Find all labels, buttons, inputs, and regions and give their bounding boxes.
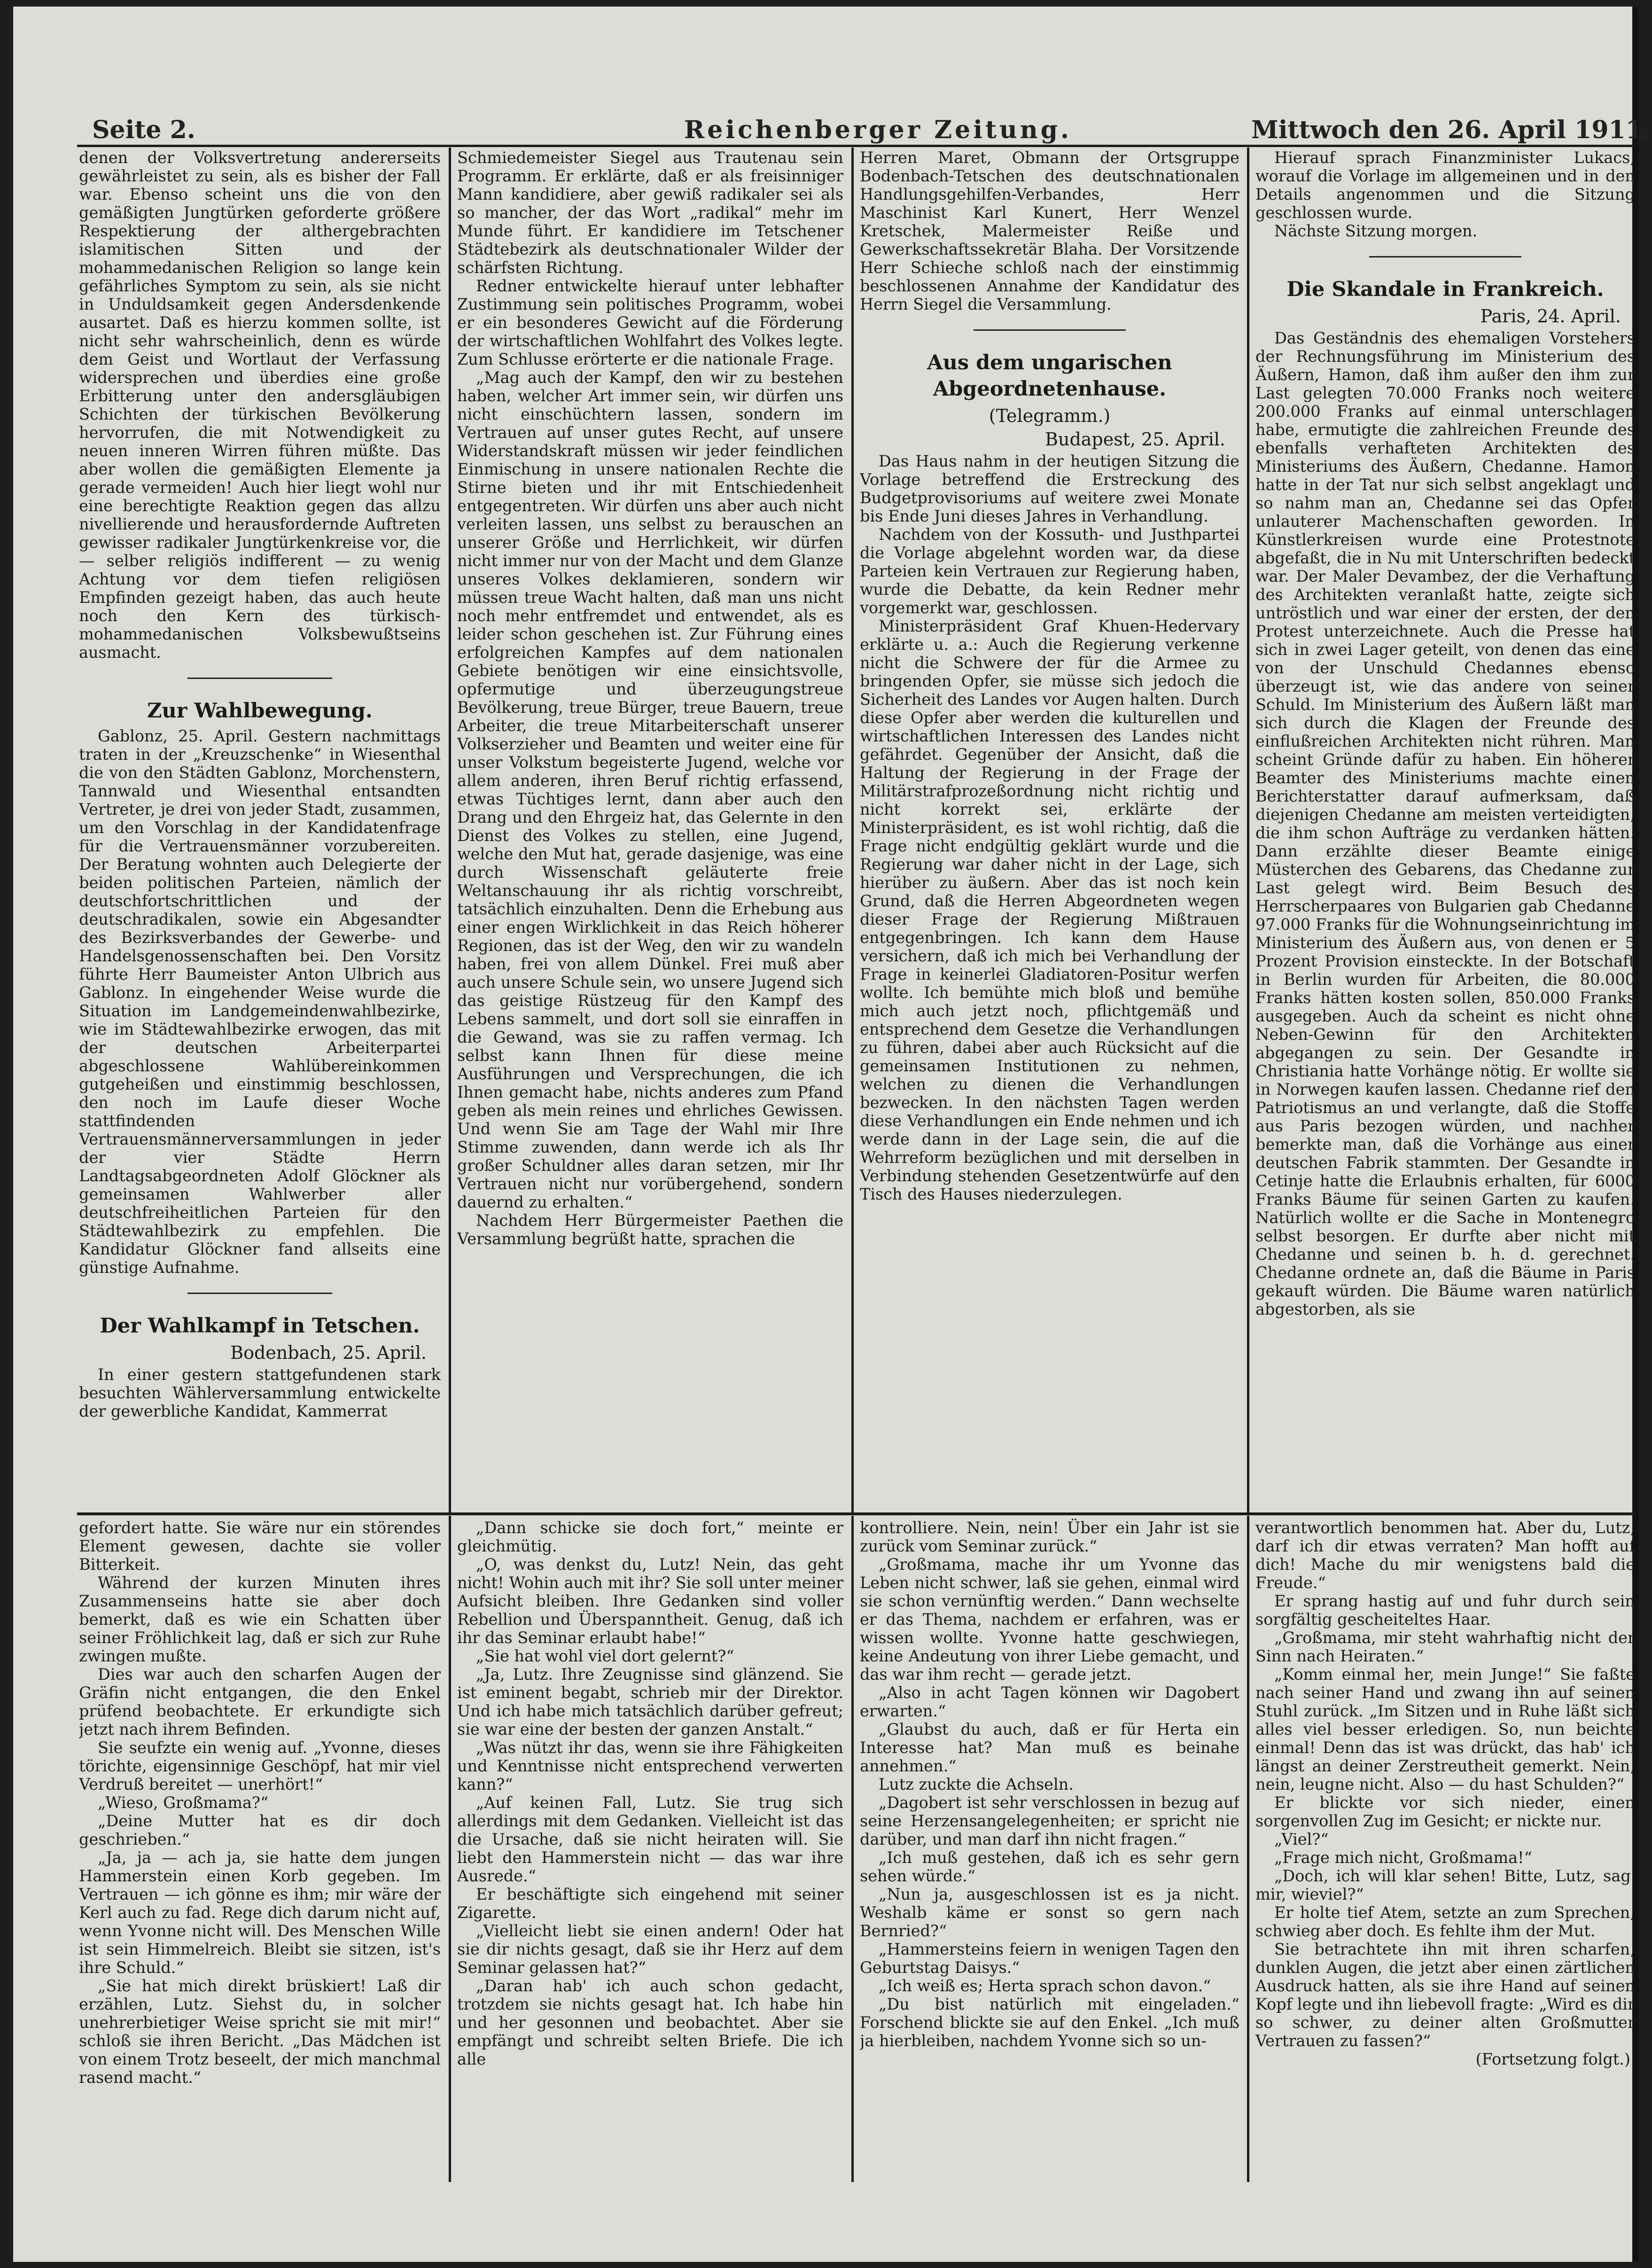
story-text: „Ja, Lutz. Ihre Zeugnisse sind glänzend. Sie ist eminent begabt, schrieb mir der Direktor. Und ich habe mich tatsächlich darüber gefreut; sie war eine der besten der ganzen Anstalt.“ <box>457 1665 843 1738</box>
story-text: „Sie hat mich direkt brüskiert! Laß dir erzählen, Lutz. Siehst du, in solcher unehrerbietiger Weise spricht sie mit mir!“ schloß sie ihren Bericht. „Das Mädchen ist von einem Trotz beseelt, der mich manchmal rasend macht.“ <box>79 1977 441 2087</box>
dateline: Budapest, 25. April. <box>1045 429 1225 450</box>
story-text: „Großmama, mache ihr um Yvonne das Leben nicht schwer, laß sie gehen, einmal wird sie schon vernünftig werden.“ Dann wechselte er das Thema, nachdem er erfahren, was er wissen wollte. Yvonne hatte geschwiegen, keine Andeutung von ihrer Liebe gemacht, und das war ihm recht — gerade jetzt. <box>860 1555 1239 1683</box>
page-number: Seite 2. <box>92 116 195 144</box>
article-text: Gablonz, 25. April. Gestern nachmittags traten in der „Kreuzschenke“ in Wiesenthal die von den Städten Gablonz, Morchenstern, Tannwald und Wiesenthal entsandten Vertreter, je drei von jeder Stadt, zusammen, um den Vorschlag in der Kandidatenfrage für die Vertrauensmänner vorzubereiten. Der Beratung wohnten auch Delegierte der beiden politischen Parteien, nämlich der deutschfortschrittlichen und der deutschradikalen, sowie ein Abgesandter des Bezirksverbandes der Gewerbe- und Handelsgenossenschaften bei. Den Vorsitz führte Herr Baumeister Anton Ulbrich aus Gablonz. In eingehender Weise wurde die Situation im Landgemeindenwahlbezirke, wie im Städtewahlbezirke erwogen, das mit der deutschen Arbeiterpartei abgeschlossene Wahlübereinkommen gutgeheißen und einstimmig beschlossen, den noch im Laufe dieser Woche stattfindenden Vertrauensmännerversammlungen in jeder der vier Städte Herrn Landtagsabgeordneten Adolf Glöckner als gemeinsamen Wahlwerber aller deutschfreiheitlichen Parteien für den Städtewahlbezirk zu empfehlen. Die Kandidatur Glöckner fand allseits eine günstige Aufnahme. <box>79 727 441 1277</box>
separator <box>974 329 1125 331</box>
story-text: „Hammersteins feiern in wenigen Tagen den Geburtstag Daisys.“ <box>860 1940 1239 1977</box>
story-text: „Dann schicke sie doch fort,“ meinte er gleichmütig. <box>457 1519 843 1555</box>
article-subheading: (Telegramm.) <box>989 405 1111 426</box>
column-4 <box>1255 148 1635 1509</box>
header-rule <box>77 145 1635 147</box>
article-text: Das Haus nahm in der heutigen Sitzung die Vorlage betreffend die Erstreckung des Budgetprovisoriums auf weitere zwei Monate bis Ende Juni dieses Jahres in Verhandlung. <box>860 452 1239 525</box>
story-text: „Daran hab' ich auch schon gedacht, trotzdem sie nichts gesagt hat. Ich habe hin und her gesonnen und beobachtet. Aber sie empfängt und schreibt selten Briefe. Die ich alle <box>457 1977 843 2068</box>
story-text: Er sprang hastig auf und fuhr durch sein sorgfältig gescheiteltes Haar. <box>1255 1592 1635 1629</box>
story-text: „Auf keinen Fall, Lutz. Sie trug sich allerdings mit dem Gedanken. Vielleicht ist das die Ursache, daß sie nicht heiraten will. Sie liebt den Hammerstein nicht — das war ihre Ausrede.“ <box>457 1793 843 1885</box>
story-text: „Dagobert ist sehr verschlossen in bezug auf seine Herzensangelegenheiten; er spricht nie darüber, und man darf ihn nicht fragen.“ <box>860 1793 1239 1848</box>
story-text: Sie betrachtete ihn mit ihren scharfen, dunklen Augen, die jetzt aber einen zärtlichen Ausdruck hatten, als sie ihre Hand auf seinen Kopf legte und ihn liebevoll fragte: „Wird es dir so schwer, zu deiner alten Großmutter Vertrauen zu fassen?“ <box>1255 1940 1635 2050</box>
newspaper-page <box>13 7 1651 2262</box>
story-text: Lutz zuckte die Achseln. <box>879 1775 1074 1793</box>
story-text: Dies war auch den scharfen Augen der Gräfin nicht entgangen, die den Enkel prüfend beobachtete. Er erkundigte sich jetzt nach ihrem Befinden. <box>79 1665 441 1738</box>
article-text: Schmiedemeister Siegel aus Trautenau sein Programm. Er erklärte, daß er als freisinniger Mann kandidiere, aber gewiß radikaler sei als so mancher, der das Wort „radikal“ mehr im Munde führt. Er kandidiere im Tetschener Städtebezirk als deutschnationaler Wilder der schärfsten Richtung. <box>457 148 843 277</box>
feuilleton-rule <box>77 1512 1635 1515</box>
newspaper-title: Reichenberger Zeitung. <box>684 116 1072 144</box>
column-1 <box>79 148 441 1509</box>
dateline: Bodenbach, 25. April. <box>230 1342 427 1363</box>
article-text: „Mag auch der Kampf, den wir zu bestehen haben, welcher Art immer sein, wir dürfen uns nicht einschüchtern lassen, sondern im Vertrauen auf unser gutes Recht, auf unsere Widerstandskraft müssen wir jeder feindlichen Einmischung in unsere nationalen Rechte die Stirne bieten und ihr mit Entschiedenheit entgegentreten. Wir dürfen uns aber auch nicht verleiten lassen, uns selbst zu berauschen an unserer Größe und Herrlichkeit, wir dürfen nicht immer nur von der Macht und dem Glanze unseres Volkes deklamieren, sondern wir müssen treue Wacht halten, daß man uns nicht noch mehr entfremdet und entwendet, als es leider schon geschehen ist. Zur Führung eines erfolgreichen Kampfes auf dem nationalen Gebiete benötigen wir eine einsichtsvolle, opfermutige und überzeugungstreue Bevölkerung, treue Bürger, treue Bauern, treue Arbeiter, die treue Mitarbeiterschaft unserer Volkserzieher und Beamten und weiter eine für unser Volkstum begeisterte Jugend, welche vor allem anderen, ihren Beruf richtig erfassend, etwas Tüchtiges lernt, dann aber auch den Drang und den Ehrgeiz hat, das Gelernte in den Dienst des Volkes zu stellen, eine Jugend, welche den Mut hat, gerade dasjenige, was eine durch Wissenschaft geläuterte freie Weltanschauung ihr als richtig vorschreibt, tatsächlich einzuhalten. Denn die Erhebung aus einer engen Wirklichkeit in das Reich höherer Regionen, das ist der Weg, den wir zu wandeln haben, frei von allem Dünkel. Frei muß aber auch unsere Schule sein, wo unsere Jugend sich das geistige Rüstzeug für den Kampf des Lebens sammelt, und dort soll sie einraffen in die Gewand, was sie zu raffen vermag. Ich selbst kann Ihnen für diese meine Ausführungen und Versprechungen, die ich Ihnen gemacht habe, nichts anderes zum Pfand geben als mein reines und ehrliches Gewissen. Und wenn Sie am Tage der Wahl mir Ihre Stimme zuwenden, dann werde ich als Ihr großer Schuldner alles daran setzen, mir Ihr Vertrauen nicht nur vorübergehend, sondern dauernd zu erhalten.“ <box>457 368 843 1211</box>
story-text: „Du bist natürlich mit eingeladen.“ Forschend blickte sie auf den Enkel. „Ich muß ja hierbleiben, nachdem Yvonne sich so un- <box>860 1995 1239 2050</box>
story-text: „O, was denkst du, Lutz! Nein, das geht nicht! Wohin auch mit ihr? Sie soll unter meiner Aufsicht bleiben. Ihre Gedanken sind voller Rebellion und Überspanntheit. Genug, daß ich ihr das Seminar erlaubt habe!“ <box>457 1555 843 1647</box>
article-text: In einer gestern stattgefundenen stark besuchten Wählerversammlung entwickelte der gewerbliche Kandidat, Kammerrat <box>79 1365 441 1420</box>
story-text: verantwortlich benommen hat. Aber du, Lutz, darf ich dir etwas verraten? Man hofft auf dich! Mache du mir wenigstens bald die Freude.“ <box>1255 1519 1635 1592</box>
feuilleton-column-2 <box>457 1519 843 2181</box>
separator <box>187 1293 332 1294</box>
story-text: Er holte tief Atem, setzte an zum Sprechen, schwieg aber doch. Es fehlte ihm der Mut. <box>1255 1903 1635 1940</box>
story-text: „Frage mich nicht, Großmama!“ <box>1274 1848 1532 1867</box>
story-text: Er beschäftigte sich eingehend mit seiner Zigarette. <box>457 1885 843 1922</box>
story-text: „Ich weiß es; Herta sprach schon davon.“ <box>879 1977 1211 1995</box>
article-headline: Die Skandale in Frankreich. <box>1286 278 1604 301</box>
feuilleton-column-3 <box>860 1519 1239 2181</box>
column-2 <box>457 148 843 1509</box>
article-text: Ministerpräsident Graf Khuen-Hedervary erklärte u. a.: Auch die Regierung verkenne nicht die Schwere der für die Armee zu bringenden Opfer, sie müsse sich jedoch die Sicherheit des Landes vor Augen halten. Durch diese Opfer aber werden die kulturellen und wirtschaftlichen Interessen des Landes nicht gefährdet. Gegenüber der Ansicht, daß die Haltung der Regierung in der Frage der Militärstrafprozeßordnung nicht richtig und nicht korrekt sei, erklärte der Ministerpräsident, es ist wohl richtig, daß die Frage nicht endgültig geklärt wurde und die Regierung war daher nicht in der Lage, sich hierüber zu äußern. Aber das ist noch kein Grund, daß die Herren Abgeordneten wegen dieser Frage der Regierung Mißtrauen entgegenbringen. Ich kann dem Hause versichern, daß ich mich bei Verhandlung der Frage in keinerlei Gladiatoren-Positur werfen wollte. Ich bemühte mich bloß und bemühe mich auch jetzt noch, pflichtgemäß und entsprechend dem Gesetze die Verhandlungen zu führen, dabei aber auch Rücksicht auf die gemeinsamen Institutionen zu nehmen, welchen zu dienen die Verhandlungen bezwecken. In den nächsten Tagen werden diese Verhandlungen ein Ende nehmen und ich werde dann in der Lage sein, die auf die Wehrreform bezüglichen und mit derselben in Verbindung stehenden Gesetzentwürfe auf den Tisch des Hauses niederzulegen. <box>860 617 1239 1203</box>
story-text: „Viel?“ <box>1274 1830 1329 1848</box>
article-text: Nachdem Herr Bürgermeister Paethen die Versammlung begrüßt hatte, sprachen die <box>457 1211 843 1248</box>
story-text: „Doch, ich will klar sehen! Bitte, Lutz, sag' mir, wieviel?“ <box>1255 1867 1635 1903</box>
story-text: „Wieso, Großmama?“ <box>98 1793 269 1812</box>
issue-date: Mittwoch den 26. April 1911. <box>1251 116 1651 144</box>
dateline: Paris, 24. April. <box>1480 306 1621 327</box>
separator <box>1369 256 1521 257</box>
page-header <box>92 116 1652 148</box>
story-text: „Also in acht Tagen können wir Dagobert erwarten.“ <box>860 1683 1239 1720</box>
story-text: Sie seufzte ein wenig auf. „Yvonne, dieses törichte, eigensinnige Geschöpf, hat mir viel Verdruß bereitet — unerhört!“ <box>79 1738 441 1793</box>
story-text: „Komm einmal her, mein Junge!“ Sie faßte nach seiner Hand und zwang ihn auf seinen Stuhl zurück. „Im Sitzen und in Ruhe läßt sich alles viel besser erledigen. So, nun beichte einmal! Denn das ist was drückt, das hab' ich längst an deiner Zerstreutheit gemerkt. Nein, nein, leugne nicht. Also — du hast Schulden?“ <box>1255 1665 1635 1793</box>
story-text: „Nun ja, ausgeschlossen ist es ja nicht. Weshalb käme er sonst so gern nach Bernried?“ <box>860 1885 1239 1940</box>
story-text: „Glaubst du auch, daß er für Herta ein Interesse hat? Man muß es beinahe annehmen.“ <box>860 1720 1239 1775</box>
story-text: „Vielleicht liebt sie einen andern! Oder hat sie dir nichts gesagt, daß sie ihr Herz auf dem Seminar gelassen hat?“ <box>457 1922 843 1977</box>
article-text: Herren Maret, Obmann der Ortsgruppe Bodenbach-Tetschen des deutschnationalen Handlungsgehilfen-Verbandes, Herr Maschinist Karl Kunert, Herr Wenzel Kretschek, Malermeister Reiße und Gewerkschaftssekretär Blaha. Der Vorsitzende Herr Schieche schloß nach der einstimmig beschlossenen Annahme der Kandidatur des Herrn Siegel die Versammlung. <box>860 148 1239 313</box>
feuilleton-column-1 <box>79 1519 441 2181</box>
column-divider <box>1247 148 1249 1512</box>
story-text: „Ich muß gestehen, daß ich es sehr gern sehen würde.“ <box>860 1848 1239 1885</box>
article-text: Nächste Sitzung morgen. <box>1274 222 1478 240</box>
story-text: „Sie hat wohl viel dort gelernt?“ <box>476 1647 734 1665</box>
column-divider <box>449 148 451 1512</box>
story-text: „Großmama, mir steht wahrhaftig nicht der Sinn nach Heiraten.“ <box>1255 1629 1635 1665</box>
article-text: Das Geständnis des ehemaligen Vorstehers der Rechnungsführung im Ministerium des Äußern, Hamon, daß ihm außer den ihm zur Last gelegten 70.000 Franks noch weitere 200.000 Franks auf einmal unterschlagen habe, ermutigte die zahlreichen Freunde des ebenfalls verhafteten Architekten des Ministeriums des Äußern, Chedanne. Hamon hatte in der Tat nur sich selbst angeklagt und so nahm man an, Chedanne sei das Opfer unlauterer Machenschaften geworden. In Künstlerkreisen wurde eine Protestnote abgefaßt, die in Nu mit Unterschriften bedeckt war. Der Maler Devambez, der die Verhaftung des Architekten veranlaßt hatte, zeigte sich untröstlich und war einer der ersten, der den Protest unterzeichnete. Auch die Presse hat sich in zwei Lager geteilt, von denen das eine von der Unschuld Chedannes ebenso überzeugt ist, wie das andere von seiner Schuld. Im Ministerium des Äußern läßt man sich durch die Klagen der Freunde des einflußreichen Architekten nicht rühren. Man scheint Gründe dafür zu haben. Ein höherer Beamter des Ministeriums machte einen Berichterstatter darauf aufmerksam, daß diejenigen Chedanne am meisten verteidigten, die ihm schon Aufträge zu verdanken hätten. Dann erzählte dieser Beamte einige Müsterchen des Gebarens, das Chedanne zur Last gelegt wird. Beim Besuch des Herrscherpaares von Bulgarien gab Chedanne 97.000 Franks für die Wohnungseinrichtung im Ministerium des Äußern aus, von denen er 5 Prozent Provision einsteckte. In der Botschaft in Berlin wurden für Arbeiten, die 80.000 Franks hätten kosten sollen, 850.000 Franks ausgegeben. Auch da scheint es nicht ohne Neben-Gewinn für den Architekten abgegangen zu sein. Der Gesandte in Christiania hatte Vorhänge nötig. Er wollte sie in Norwegen kaufen lassen. Chedanne rief den Patriotismus an und verlangte, daß die Stoffe aus Paris bezogen würden, und nachher bemerkte man, daß die Vorhänge aus einer deutschen Fabrik stammten. Der Gesandte in Cetinje hatte die Erlaubnis erhalten, für 6000 Franks Bäume für seinen Garten zu kaufen. Natürlich wollte er die Sache in Montenegro selbst besorgen. Er durfte aber nicht mit Chedanne und seinen b. h. d. gerechnet. Chedanne ordnete an, daß die Bäume in Paris gekauft würden. Die Bäume waren natürlich abgestorben, als sie <box>1255 329 1635 1318</box>
story-text: „Deine Mutter hat es dir doch geschrieben.“ <box>79 1812 441 1848</box>
article-text: Hierauf sprach Finanzminister Lukacs, worauf die Vorlage im allgemeinen und in den Details angenommen und die Sitzung geschlossen wurde. <box>1255 148 1635 222</box>
continuation-note: (Fortsetzung folgt.) <box>1475 2050 1630 2068</box>
column-divider <box>1247 1516 1249 2182</box>
article-text: Redner entwickelte hierauf unter lebhafter Zustimmung sein politisches Programm, wobei er ein besonderes Gewicht auf die Förderung der wirtschaftlichen Wohlfahrt des Volkes legte. Zum Schlusse erörterte er die nationale Frage. <box>457 277 843 368</box>
article-headline: Der Wahlkampf in Tetschen. <box>100 1314 420 1338</box>
story-text: Er blickte vor sich nieder, einen sorgenvollen Zug im Gesicht; er nickte nur. <box>1255 1793 1635 1830</box>
story-text: „Ja, ja — ach ja, sie hatte dem jungen Hammerstein einen Korb gegeben. Im Vertrauen — ich gönne es ihm; mir wäre der Kerl auch zu fad. Rege dich darum nicht auf, wenn Yvonne nicht will. Des Menschen Wille ist sein Himmelreich. Bleibt sie sitzen, ist's ihre Schuld.“ <box>79 1848 441 1977</box>
column-divider <box>449 1516 451 2182</box>
story-text: gefordert hatte. Sie wäre nur ein störendes Element gewesen, dachte sie voller Bitterkeit. <box>79 1519 441 1574</box>
column-3 <box>860 148 1239 1509</box>
separator <box>187 678 332 679</box>
article-headline: Aus dem ungarischen Abgeordnetenhause. <box>927 351 1172 401</box>
article-headline: Zur Wahlbewegung. <box>147 699 373 723</box>
article-text: Nachdem von der Kossuth- und Justhpartei die Vorlage abgelehnt worden war, da diese Parteien kein Vertrauen zur Regierung haben, wurde die Debatte, da kein Redner mehr vorgemerkt war, geschlossen. <box>860 525 1239 617</box>
story-text: kontrolliere. Nein, nein! Über ein Jahr ist sie zurück vom Seminar zurück.“ <box>860 1519 1239 1555</box>
feuilleton-column-4 <box>1255 1519 1635 2181</box>
column-divider <box>851 1516 854 2182</box>
story-text: „Was nützt ihr das, wenn sie ihre Fähigkeiten und Kenntnisse nicht entsprechend verwerten kann?“ <box>457 1738 843 1793</box>
column-divider <box>851 148 854 1512</box>
article-text: denen der Volksvertretung andererseits gewährleistet zu sein, als es bisher der Fall war. Ebenso scheint uns die von den gemäßigten Jungtürken geforderte größere Respektierung der althergebrachten islamitischen Sitten und der mohammedanischen Religion so lange kein gefährliches Symptom zu sein, als sie nicht in Unduldsamkeit gegen Andersdenkende ausartet. Daß es hierzu kommen sollte, ist nicht sehr wahrscheinlich, denn es würde dem Geist und Wortlaut der Verfassung widersprechen und überdies eine große Erbitterung unter den andersgläubigen Schichten der türkischen Bevölkerung hervorrufen, die mit Notwendigkeit zu neuen inneren Wirren führen müßte. Das aber wollen die gemäßigten Elemente ja gerade vermeiden! Auch hier liegt wohl nur eine berechtigte Reaktion gegen das allzu nivellierende und herausfordernde Auftreten gewisser radikaler Jungtürkenkreise vor, die — selber religiös indifferent — zu wenig Achtung vor dem tiefen religiösen Empfinden gezeigt haben, das auch heute noch den Kern des türkisch-mohammedanischen Volksbewußtseins ausmacht. <box>79 148 441 662</box>
story-text: Während der kurzen Minuten ihres Zusammenseins hatte sie aber doch bemerkt, daß es wie ein Schatten über seiner Fröhlichkeit lag, daß er sich zur Ruhe zwingen mußte. <box>79 1574 441 1665</box>
